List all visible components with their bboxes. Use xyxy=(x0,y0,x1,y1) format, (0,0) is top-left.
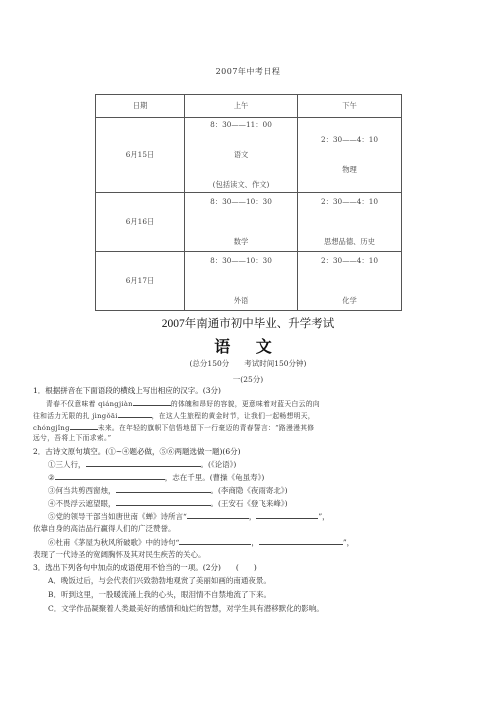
passage-text: 未来。在年轻的旗帜下信悟地留下一行豪迈的青春誓言：“路漫漫其修 xyxy=(97,424,315,432)
q2-item-4 xyxy=(48,497,288,509)
morning-cell xyxy=(185,193,298,252)
pm-time: 2：30——4：10 xyxy=(320,135,379,144)
header-morning: 上午 xyxy=(185,95,298,118)
exam-schedule-table xyxy=(95,94,402,311)
am-note: (包括读文、作文) xyxy=(212,180,270,189)
answer-blank[interactable] xyxy=(256,510,318,519)
answer-blank[interactable] xyxy=(70,421,98,430)
q2-item-5-cont: 依靠自身的高洁品行赢得人们的广泛赞誉。 xyxy=(33,524,176,533)
item-sep: ， xyxy=(248,512,257,521)
q2-item-6-cont: 表现了一代诗圣的宽阔胸怀及其对民生疾苦的关心。 xyxy=(33,550,206,559)
q2-item-3 xyxy=(48,484,288,496)
pinyin-2: 往和活力无限的扎 jìngǒāi xyxy=(33,412,118,420)
date-cell: 6月17日 xyxy=(96,252,185,311)
pinyin-3: chóngjǐng xyxy=(33,424,70,432)
q3-option-a: A．晚饭过后，与会代表们兴致勃勃地观赏了美丽如画的南通夜景。 xyxy=(48,576,271,585)
q1-passage-line-4: 远兮，吾将上下而求索。” xyxy=(33,434,112,442)
am-subject: 数学 xyxy=(233,237,249,246)
am-time: 8：30——11：00 xyxy=(210,120,272,129)
item-end: ”， xyxy=(342,538,355,547)
am-time: 8：30——10：30 xyxy=(210,197,272,206)
am-subject: 外语 xyxy=(233,296,249,305)
q2-item-5 xyxy=(48,510,330,522)
q2-item-6 xyxy=(48,536,354,548)
q3-option-b: B．听到这里，一股暖流涌上我的心头，眼泪情不自禁地流了下来。 xyxy=(48,590,272,599)
answer-blank[interactable] xyxy=(116,497,211,506)
morning-cell xyxy=(185,252,298,311)
item-text: ⑥杜甫《茅屋为秋风所破歌》中的诗句“ xyxy=(48,538,180,547)
answer-blank[interactable] xyxy=(179,536,251,545)
item-end: ”， xyxy=(318,512,330,521)
passage-text: ，在这人生旅程的黄金时节，让我们一起畅想明天， xyxy=(151,412,315,420)
answer-blank[interactable] xyxy=(55,471,165,480)
question-3-stem: 3．选出下列各句中加点的成语使用不恰当的一项。(2分) ( ) xyxy=(33,563,257,572)
item-text: ④不畏浮云遮望眼， xyxy=(48,499,116,508)
pm-subject: 物理 xyxy=(342,165,357,174)
q2-item-2 xyxy=(48,471,264,483)
pm-subject: 化学 xyxy=(342,296,357,305)
answer-blank[interactable] xyxy=(116,484,211,493)
item-source: 。(《论语》) xyxy=(200,460,237,469)
pm-subject: 思想品德、历史 xyxy=(323,237,376,246)
exam-title: 2007年南通市初中毕业、升学考试 xyxy=(161,318,335,330)
table-row xyxy=(96,118,402,193)
am-time: 8：30——10：30 xyxy=(210,256,272,265)
afternoon-cell xyxy=(298,118,402,193)
pm-time: 2：30——4：10 xyxy=(320,256,379,265)
question-1-stem: 1．根据拼音在下面语段的横线上写出相应的汉字。(3分) xyxy=(33,386,221,395)
score-time-line: (总分150分 考试时间150分钟) xyxy=(189,359,307,368)
pm-time: 2：30——4：10 xyxy=(320,197,379,206)
header-date: 日期 xyxy=(96,95,185,118)
item-source: 。(李商隐《夜雨寄北》) xyxy=(210,486,288,495)
pinyin-1: 青春不仅意味着 qiángjiàn xyxy=(46,400,133,408)
item-sep: ， xyxy=(251,538,259,547)
answer-blank[interactable] xyxy=(133,397,171,406)
q3-option-c: C．文学作品凝聚着人类最美好的感情和灿烂的智慧，对学生具有潜移默化的影响。 xyxy=(48,604,324,613)
item-source: 。(王安石《登飞来峰》) xyxy=(210,499,288,508)
passage-text: 的体魄和昂好的容貌，更意味着对蓝天白云的向 xyxy=(170,400,320,408)
question-2-stem: 2．古诗文原句填空。(①~④题必做，⑤⑥两题选做一题)(6分) xyxy=(33,447,241,456)
part-heading: 一(25分) xyxy=(232,375,264,384)
q2-item-1 xyxy=(48,458,236,470)
morning-cell xyxy=(185,118,298,193)
item-text: ③何当共剪西窗烛， xyxy=(48,486,116,495)
item-source: ，志在千里。(曹操《龟虽寿》) xyxy=(164,473,265,482)
header-afternoon: 下午 xyxy=(298,95,402,118)
date-cell: 6月15日 xyxy=(96,118,185,193)
table-row xyxy=(96,193,402,252)
schedule-title: 2007年中考日程 xyxy=(215,67,281,76)
answer-blank[interactable] xyxy=(86,458,201,467)
subject-heading: 语 文 xyxy=(214,337,282,356)
am-subject: 语文 xyxy=(233,150,249,159)
item-text: ①三人行， xyxy=(48,460,86,469)
answer-blank[interactable] xyxy=(187,510,249,519)
date-cell: 6月16日 xyxy=(96,193,185,252)
table-header-row xyxy=(96,95,402,118)
answer-blank[interactable] xyxy=(259,536,343,545)
afternoon-cell xyxy=(298,193,402,252)
answer-blank[interactable] xyxy=(118,409,152,418)
afternoon-cell xyxy=(298,252,402,311)
item-text: ② xyxy=(48,473,55,482)
table-row xyxy=(96,252,402,311)
item-text: ⑤党的领导干部当如唐世南《蝉》诗所言“ xyxy=(48,512,187,521)
